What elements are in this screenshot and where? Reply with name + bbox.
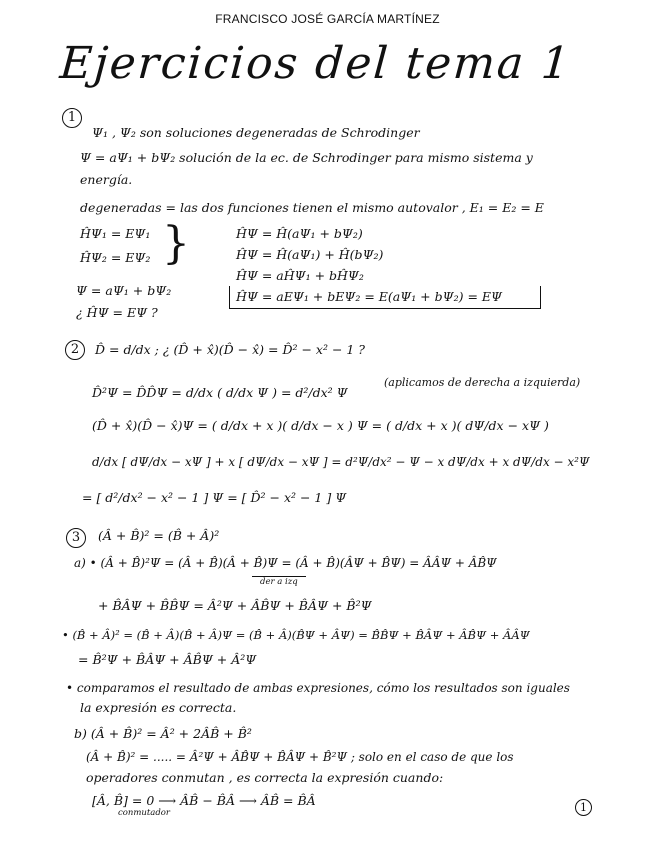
ex2-line-1: D̂ = d/dx ; ¿ (D̂ + x̂)(D̂ − x̂) = D̂² − x² − 1 ?	[95, 342, 366, 357]
ex2-note: (aplicamos de derecha a izquierda)	[384, 376, 581, 389]
ex1-line-1: Ψ₁ , Ψ₂ son soluciones degeneradas de Schrodinger	[92, 125, 420, 140]
ex1-line-3: energía.	[80, 172, 133, 187]
ex1-psi: Ψ = aΨ₁ + bΨ₂	[76, 283, 172, 298]
ex2-line-3: (D̂ + x̂)(D̂ − x̂)Ψ = ( d/dx + x )( d/dx − x ) Ψ = ( d/dx + x )( dΨ/dx − xΨ )	[92, 418, 549, 433]
exercise-3-number: 3	[66, 528, 86, 548]
ex3-c-line-1: • comparamos el resultado de ambas expresiones, cómo los resultados son iguales	[66, 681, 570, 695]
ex1-right-1: ĤΨ = Ĥ(aΨ₁ + bΨ₂)	[236, 226, 363, 241]
ex3-d-line-1: b) (Â + B̂)² = Â² + 2ÂB̂ + B̂²	[74, 726, 252, 741]
ex2-line-2: D̂²Ψ = D̂D̂Ψ = d/dx ( d/dx Ψ ) = d²/dx² Ψ	[92, 385, 348, 400]
ex3-der-izq: der a izq	[252, 576, 306, 587]
exercise-1-number: 1	[62, 108, 82, 128]
ex3-d-line-4: [Â, B̂] = 0 ⟶ ÂB̂ − B̂Â ⟶ ÂB̂ = B̂Â	[92, 793, 316, 808]
ex3-d-line-3: operadores conmutan , es correcta la expresión cuando:	[86, 770, 444, 785]
author-header: FRANCISCO JOSÉ GARCÍA MARTÍNEZ	[215, 12, 440, 26]
ex1-boxed-result: ĤΨ = aEΨ₁ + bEΨ₂ = E(aΨ₁ + bΨ₂) = EΨ	[236, 289, 502, 304]
exercise-2-number: 2	[65, 340, 85, 360]
ex3-b-line-1: • (B̂ + Â)² = (B̂ + Â)(B̂ + Â)Ψ = (B̂ + Â)(B̂Ψ + ÂΨ) = B̂B̂Ψ + B̂ÂΨ + ÂB̂Ψ + ÂÂΨ	[62, 628, 530, 642]
ex3-b-line-2: = B̂²Ψ + B̂ÂΨ + ÂB̂Ψ + Â²Ψ	[78, 652, 257, 667]
ex1-line-4: degeneradas = las dos funciones tienen el mismo autovalor , E₁ = E₂ = E	[80, 200, 544, 215]
ex1-left-2: ĤΨ₂ = EΨ₂	[80, 250, 151, 265]
ex3-d-line-2: (Â + B̂)² = ..... = Â²Ψ + ÂB̂Ψ + B̂ÂΨ + B̂²Ψ ; solo en el caso de que los	[86, 750, 514, 764]
ex2-line-5: = [ d²/dx² − x² − 1 ] Ψ = [ D̂² − x² − 1 ] Ψ	[82, 490, 347, 505]
ex1-right-3: ĤΨ = aĤΨ₁ + bĤΨ₂	[236, 268, 364, 283]
ex1-left-1: ĤΨ₁ = EΨ₁	[80, 226, 151, 241]
ex3-conmutador: conmutador	[118, 808, 170, 818]
page-title: Ejercicios del tema 1	[58, 38, 574, 89]
ex3-line-1: (Â + B̂)² = (B̂ + Â)²	[98, 528, 220, 543]
ex3-a-line-1: a) • (Â + B̂)²Ψ = (Â + B̂)(Â + B̂)Ψ = (Â + B̂)(ÂΨ + B̂Ψ) = ÂÂΨ + ÂB̂Ψ	[74, 556, 497, 570]
page-number: 1	[575, 799, 592, 816]
ex3-a-line-2: + B̂ÂΨ + B̂B̂Ψ = Â²Ψ + ÂB̂Ψ + B̂ÂΨ + B̂²Ψ	[98, 598, 372, 613]
ex1-line-2: Ψ = aΨ₁ + bΨ₂ solución de la ec. de Schrodinger para mismo sistema y	[80, 150, 533, 165]
ex1-brace: }	[162, 218, 190, 269]
ex2-line-4: d/dx [ dΨ/dx − xΨ ] + x [ dΨ/dx − xΨ ] = d²Ψ/dx² − Ψ − x dΨ/dx + x dΨ/dx − x²Ψ	[92, 455, 590, 469]
ex1-question: ¿ ĤΨ = EΨ ?	[76, 305, 158, 320]
ex1-right-2: ĤΨ = Ĥ(aΨ₁) + Ĥ(bΨ₂)	[236, 247, 384, 262]
ex3-c-line-2: la expresión es correcta.	[80, 700, 237, 715]
